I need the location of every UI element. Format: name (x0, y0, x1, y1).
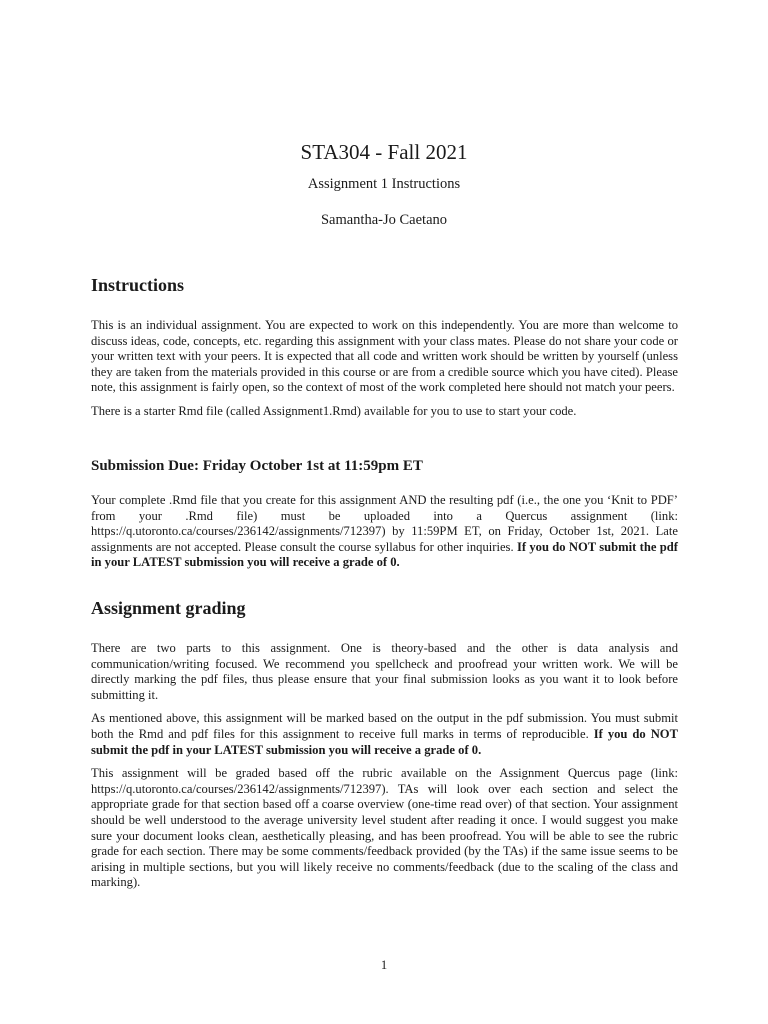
page-number: 1 (380, 958, 388, 972)
instructions-heading: Instructions (91, 275, 185, 295)
grading-paragraph-2 (91, 711, 678, 758)
grading-body (91, 641, 678, 891)
grading-warning: If you do NOT submit the pdf in your LATEST submission you will receive a grade of 0. (91, 726, 678, 757)
submission-paragraph (91, 493, 678, 571)
document-author: Samantha-Jo Caetano (320, 212, 448, 228)
grading-heading: Assignment grading (91, 598, 246, 618)
grading-section (91, 598, 678, 618)
instructions-paragraph-1: This is an individual assignment. You are expected to work on this independently. You are more than welcome to discuss ideas, code, concepts, etc. regarding this assignment with your class mates. Please do not share your code or your written text with your peers. It is expected that all code and written work should be written by yourself (unless they are taken from the materials provided in this course or are from a credible source which you have cited). Please note, this assignment is fairly open, so the context of most of the work completed here should not match your peers. (91, 318, 678, 395)
grading-paragraph-3: This assignment will be graded based off the rubric available on the Assignment Quercus page (link: https://q.utoronto.ca/courses/236142/assignments/712397). TAs will look over each section and select the appropriate grade for that section based off a coarse overview (one-time read over) of that section. Your assignment should be well understood to the average university level student after reading it once. I would suggest you make sure your document looks clean, aesthetically pleasing, and has been proofread. You will be able to see the rubric grade for each section. There may be some comments/feedback provided (by the TAs) if the same issue seems to be arising in multiple sections, but you will likely receive no comments/feedback (due to the scaling of the class and marking). (91, 766, 678, 890)
document-title: STA304 - Fall 2021 (300, 140, 468, 164)
instructions-paragraph-2: There is a starter Rmd file (called Assignment1.Rmd) available for you to use to start your code. (91, 403, 577, 418)
submission-section (91, 459, 678, 475)
instructions-section (91, 275, 678, 295)
submission-warning: If you do NOT submit the pdf in your LATEST submission you will receive a grade of 0. (91, 539, 678, 570)
submission-body (91, 493, 678, 571)
document-subtitle: Assignment 1 Instructions (307, 176, 461, 192)
grading-paragraph-2-text: As mentioned above, this assignment will be marked based on the output in the pdf submission. You must submit both the Rmd and pdf files for this assignment to receive full marks in terms of reproducible. (91, 711, 678, 741)
submission-heading: Submission Due: Friday October 1st at 11:59pm ET (91, 458, 423, 474)
title-block (0, 140, 768, 229)
instructions-body (91, 318, 678, 420)
submission-text: Your complete .Rmd file that you create for this assignment AND the resulting pdf (i.e., the one you ‘Knit to PDF’ from your .Rmd file) must be uploaded into a Quercus assignment (link: https://q.utoronto.ca/courses/236142/assignments/712397) by 11:59PM ET, on Friday, October 1st, 2021. Late assignments are not accepted. Please consult the course syllabus for other inquiries. (91, 493, 678, 554)
grading-paragraph-1: There are two parts to this assignment. One is theory-based and the other is data analysis and communication/writing focused. We recommend you spellcheck and proofread your written work. We will be directly marking the pdf files, thus please ensure that your final submission looks as you want it to look before submitting it. (91, 641, 678, 702)
